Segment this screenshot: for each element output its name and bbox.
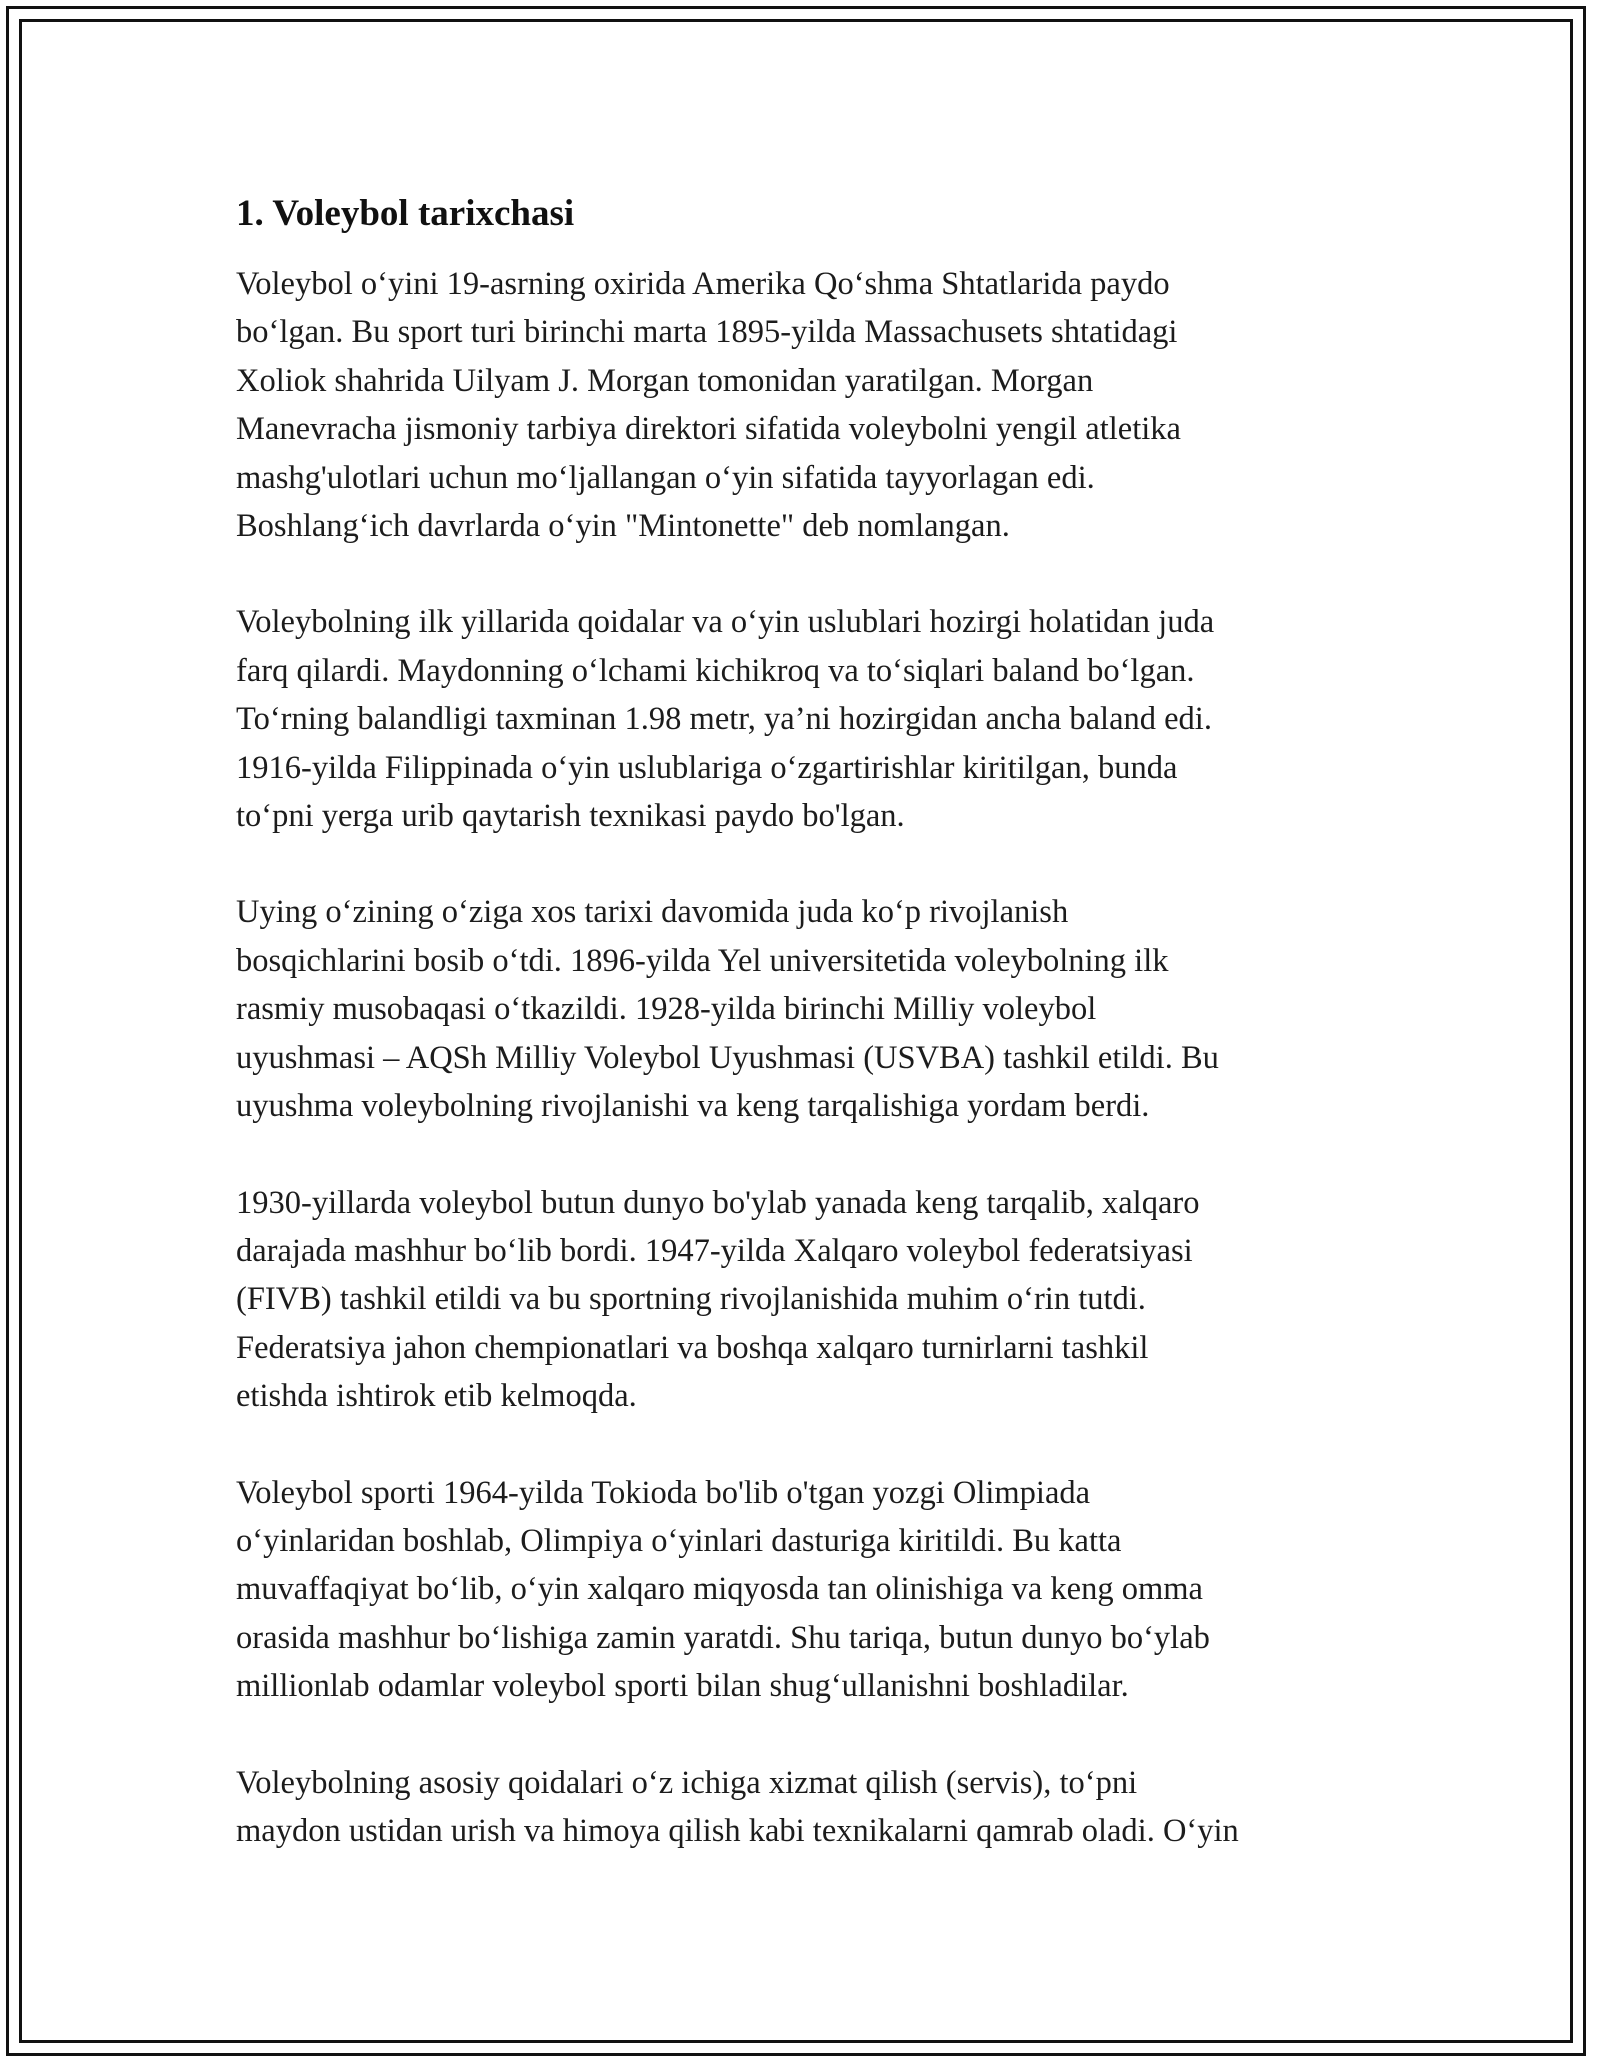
paragraph-2: Voleybolning ilk yillarida qoidalar va o‘yin uslublari hozirgi holatidan juda farq qilardi. Maydonning o‘lchami kichikroq va to‘siqlari baland bo‘lgan. To‘rning balandligi taxminan 1.98 metr, ya’ni hozirgidan ancha baland edi. 1916-yilda Filippinada o‘yin uslublariga o‘zgartirishlar kiritilgan, bunda to‘pni yerga urib qaytarish texnikasi paydo bo'lgan.	[236, 604, 1215, 835]
paragraph-6: Voleybolning asosiy qoidalari o‘z ichiga xizmat qilish (servis), to‘pni maydon ustidan urish va himoya qilish kabi texnikalarni qamrab oladi. O‘yin	[236, 1764, 1239, 1849]
paragraph-5: Voleybol sporti 1964-yilda Tokioda bo'lib o'tgan yozgi Olimpiada o‘yinlaridan boshlab, Olimpiya o‘yinlari dasturiga kiritildi. Bu katta muvaffaqiyat bo‘lib, o‘yin xalqaro miqyosda tan olinishiga va keng omma orasida mashhur bo‘lishiga zamin yaratdi. Shu tariqa, butun dunyo bo‘ylab millionlab odamlar voleybol sporti bilan shug‘ullanishni boshladilar.	[236, 1474, 1210, 1705]
paragraph-3: Uying o‘zining o‘ziga xos tarixi davomida juda ko‘p rivojlanish bosqichlarini bosib o‘tdi. 1896-yilda Yel universitetida voleybolning ilk rasmiy musobaqasi o‘tkazildi. 1928-yilda birinchi Milliy voleybol uyushmasi – AQSh Milliy Voleybol Uyushmasi (USVBA) tashkil etildi. Bu uyushma voleybolning rivojlanishi va keng tarqalishiga yordam berdi.	[236, 894, 1219, 1125]
section-heading: 1. Voleybol tarixchasi	[236, 193, 575, 234]
paragraph-1: Voleybol o‘yini 19-asrning oxirida Amerika Qo‘shma Shtatlarida paydo bo‘lgan. Bu sport turi birinchi marta 1895-yilda Massachusets shtatidagi Xoliok shahrida Uilyam J. Morgan tomonidan yaratilgan. Morgan Manevracha jismoniy tarbiya direktori sifatida voleybolni yengil atletika mashg'ulotlari uchun mo‘ljallangan o‘yin sifatida tayyorlagan edi. Boshlang‘ich davrlarda o‘yin "Mintonette" deb nomlangan.	[236, 266, 1181, 545]
document-body	[236, 186, 1386, 1903]
paragraph-4: 1930-yillarda voleybol butun dunyo bo'ylab yanada keng tarqalib, xalqaro darajada mashhur bo‘lib bordi. 1947-yilda Xalqaro voleybol federatsiyasi (FIVB) tashkil etildi va bu sportning rivojlanishida muhim o‘rin tutdi. Federatsiya jahon chempionatlari va boshqa xalqaro turnirlarni tashkil etishda ishtirok etib kelmoqda.	[236, 1184, 1200, 1415]
